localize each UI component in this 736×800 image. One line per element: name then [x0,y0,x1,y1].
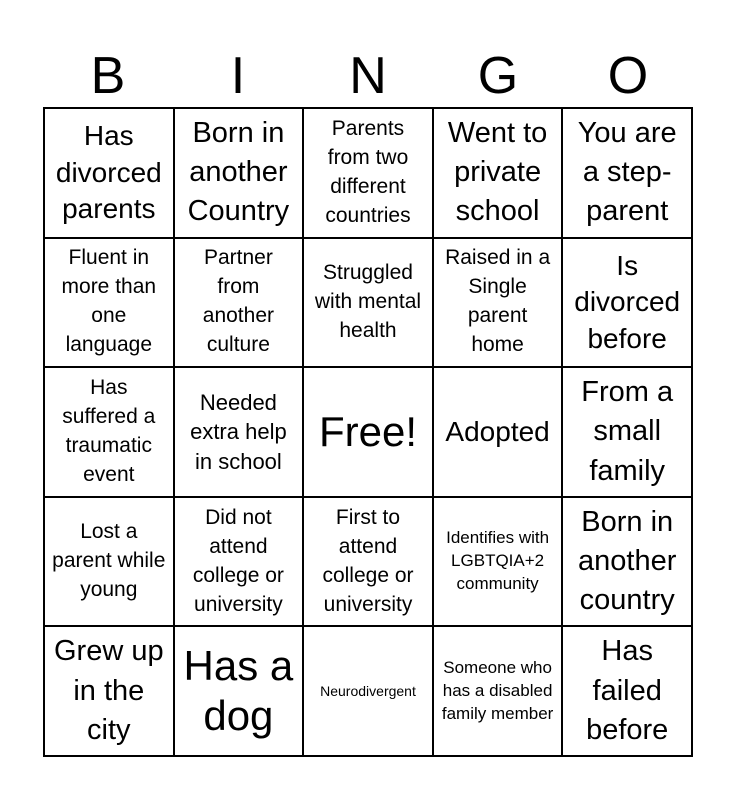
bingo-cell-text: Is divorced before [574,249,681,354]
bingo-cell-text: Someone who has a disabled family member [441,657,554,723]
bingo-cell[interactable] [174,367,304,497]
bingo-cell-text: Did not attend college or university [192,505,284,616]
bingo-cell-text: Needed extra help in school [190,390,287,474]
bingo-cell[interactable] [562,238,692,368]
bingo-cell-text: Neurodivergent [320,682,416,699]
bingo-cell[interactable] [303,108,433,238]
bingo-cell-text: Lost a parent while young [52,520,166,602]
bingo-cell-text: Identifies with LGBTQIA+2 community [446,528,550,594]
bingo-cell[interactable] [174,497,304,627]
header-letter-b: B [90,47,126,105]
bingo-cell[interactable] [562,626,692,756]
bingo-cell[interactable] [174,238,304,368]
bingo-cell[interactable] [433,108,563,238]
bingo-cell-text: Adopted [445,415,550,447]
bingo-cell-text: Has suffered a traumatic event [62,376,156,486]
bingo-cell[interactable] [562,497,692,627]
header-letter-n: N [349,47,387,105]
bingo-cell-text: First to attend college or university [322,505,414,616]
bingo-cell-text: Parents from two different countries [325,116,411,227]
bingo-cell[interactable] [303,238,433,368]
bingo-cell[interactable] [44,238,174,368]
bingo-cell[interactable] [433,367,563,497]
bingo-cell-text: Fluent in more than one language [61,246,157,357]
bingo-cell[interactable] [562,367,692,497]
bingo-cell-text: Went to private school [447,117,548,228]
header-letter-g: G [477,47,519,105]
bingo-cell-text: Struggled with mental health [314,260,422,342]
bingo-grid [43,107,693,757]
bingo-cell-text: Born in another country [578,505,677,617]
bingo-cell[interactable] [562,108,692,238]
bingo-cell-text: Raised in a Single parent home [445,246,551,357]
bingo-cell[interactable] [44,497,174,627]
bingo-cell-text: Has a dog [183,641,294,740]
bingo-cell[interactable] [433,497,563,627]
bingo-cell-text: Has failed before [586,635,669,746]
bingo-cell[interactable] [303,497,433,627]
bingo-cell-text: From a small family [581,376,674,487]
header-letter-i: I [230,47,246,105]
bingo-cell-text: Born in another Country [187,117,290,228]
bingo-cell-text: Grew up in the city [53,635,164,746]
free-space-text: Free! [318,407,417,455]
header-letter-o: O [607,47,649,105]
bingo-cell[interactable] [303,626,433,756]
bingo-cell[interactable] [174,626,304,756]
bingo-cell[interactable] [433,626,563,756]
bingo-cell-text: Has divorced parents [55,120,162,224]
bingo-cell[interactable] [44,626,174,756]
bingo-cell-text: Partner from another culture [202,246,274,357]
bingo-header [43,44,693,108]
bingo-cell[interactable] [44,108,174,238]
bingo-cell[interactable] [433,238,563,368]
bingo-cell[interactable] [44,367,174,497]
bingo-cell[interactable] [174,108,304,238]
bingo-cell-text: You are a step-parent [577,117,677,228]
free-space-cell[interactable] [303,367,433,497]
